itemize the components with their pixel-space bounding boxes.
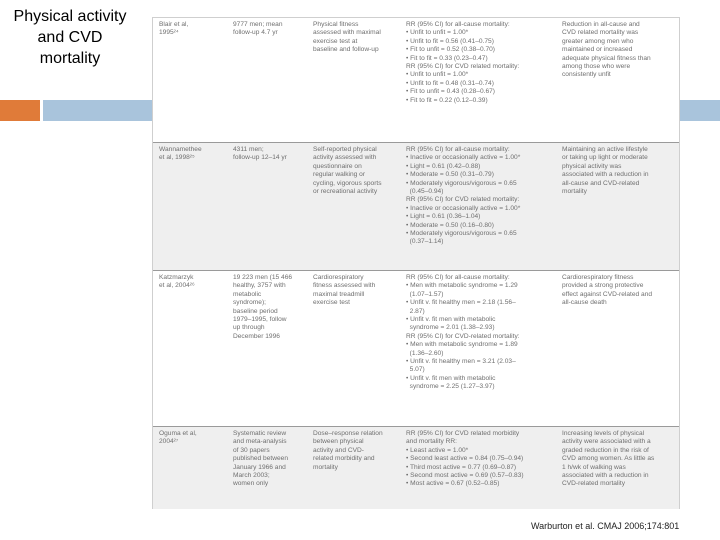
result-line: • Unfit v. fit men with metabolic: [406, 374, 496, 382]
result-line: • Light = 0.61 (0.42–0.88): [406, 162, 481, 170]
study-cell: Wannamethee et al, 1998²⁵: [159, 146, 202, 162]
result-line: • Fit to unfit = 0.43 (0.28–0.67): [406, 88, 495, 96]
result-line: and mortality RR:: [406, 438, 457, 446]
result-line: • Fit to unfit = 0.52 (0.38–0.70): [406, 46, 495, 54]
result-line: RR (95% CI) for all-cause mortality:: [406, 21, 510, 28]
study-cell: Katzmarzyk et al, 2004²⁶: [159, 274, 195, 290]
result-line: RR (95% CI) for all-cause mortality:: [406, 274, 510, 281]
study-cell: Blair et al, 1995²⁴: [159, 21, 189, 37]
slide-title: Physical activity and CVD mortality: [13, 8, 127, 67]
table-row: [153, 426, 679, 509]
conclusion-cell: Increasing levels of physical activity were associated with a graded reduction in the risk of CVD among women. As little as 1 h/wk of walking was associated with a reduction in CVD-related mortality: [562, 430, 655, 488]
result-line: • Unfit v. fit healthy men = 3.21 (2.03–: [406, 358, 516, 366]
exposure-cell: Physical fitness assessed with maximal exercise test at baseline and follow-up: [313, 21, 381, 54]
result-line: 5.07): [406, 366, 425, 374]
result-line: 2.87): [406, 307, 425, 315]
result-line: (0.37–1.14): [406, 238, 444, 246]
study-cell: Oguma et al, 2004²⁷: [159, 430, 197, 446]
result-line: • Unfit to fit = 0.56 (0.41–0.75): [406, 37, 494, 45]
result-line: RR (95% CI) for CVD related mortality:: [406, 196, 520, 204]
result-line: syndrome = 2.25 (1.27–3.97): [406, 383, 495, 391]
table-row: [153, 270, 679, 427]
accent-bar-orange: [0, 100, 40, 121]
result-line: • Unfit v. fit men with metabolic: [406, 316, 496, 324]
result-line: • Moderate = 0.50 (0.31–0.79): [406, 171, 494, 179]
result-line: • Unfit to unfit = 1.00*: [406, 71, 469, 79]
result-line: • Moderately vigorous/vigorous = 0.65: [406, 230, 517, 238]
table-row: [153, 142, 679, 271]
result-line: • Men with metabolic syndrome = 1.89: [406, 341, 518, 349]
result-line: (0.45–0.94): [406, 188, 444, 196]
result-line: • Second least active = 0.84 (0.75–0.94): [406, 455, 524, 463]
study-table: [153, 18, 679, 508]
result-line: syndrome = 2.01 (1.38–2.93): [406, 324, 495, 332]
result-line: • Moderate = 0.50 (0.16–0.80): [406, 221, 494, 229]
result-line: (1.07–1.57): [406, 290, 444, 298]
result-line: • Unfit to unfit = 1.00*: [406, 29, 469, 37]
result-line: RR (95% CI) for CVD-related mortality:: [406, 332, 520, 340]
result-line: • Most active = 0.67 (0.52–0.85): [406, 480, 500, 488]
result-line: • Light = 0.61 (0.36–1.04): [406, 213, 481, 221]
result-line: • Fit to fit = 0.33 (0.23–0.47): [406, 54, 488, 62]
result-line: RR (95% CI) for all-cause mortality:: [406, 146, 510, 153]
result-line: • Inactive or occasionally active = 1.00*: [406, 154, 521, 162]
population-cell: Systematic review and meta-analysis of 30 papers published between January 1966 and March 2003; women only: [233, 430, 288, 488]
result-line: • Men with metabolic syndrome = 1.29: [406, 282, 518, 290]
exposure-cell: Self-reported physical activity assessed with questionnaire on regular walking or cycling, vigorous sports or recreational activity: [313, 146, 382, 196]
result-line: RR (95% CI) for CVD related mortality:: [406, 63, 520, 71]
result-line: • Unfit to fit = 0.48 (0.31–0.74): [406, 79, 494, 87]
conclusion-cell: Cardiorespiratory fitness provided a strong protective effect against CVD-related and all-cause death: [562, 274, 653, 307]
conclusion-cell: Maintaining an active lifestyle or taking up light or moderate physical activity was associated with a reduction in all-cause and CVD-related mortality: [562, 146, 649, 196]
result-line: RR (95% CI) for CVD related morbidity: [406, 430, 520, 437]
result-line: • Inactive or occasionally active = 1.00*: [406, 204, 521, 212]
results-cell: [406, 274, 558, 392]
population-cell: 19 223 men (15 466 healthy, 3757 with metabolic syndrome); baseline period 1979–1995, follow up through December 1996: [233, 274, 293, 340]
result-line: • Second most active = 0.69 (0.57–0.83): [406, 472, 524, 480]
result-line: (1.36–2.60): [406, 349, 444, 357]
conclusion-cell: Reduction in all-cause and CVD related mortality was greater among men who maintained or increased adequate physical fitness than among those who were consistently unfit: [562, 21, 651, 79]
result-line: • Fit to fit = 0.22 (0.12–0.39): [406, 96, 488, 104]
result-line: • Moderately vigorous/vigorous = 0.65: [406, 179, 517, 187]
exposure-cell: Cardiorespiratory fitness assessed with maximal treadmill exercise test: [313, 274, 376, 307]
population-cell: 9777 men; mean follow-up 4.7 yr: [233, 21, 283, 37]
exposure-cell: Dose–response relation between physical activity and CVD- related morbidity and mortality: [313, 430, 383, 471]
citation: Warburton et al. CMAJ 2006;174:801: [531, 521, 680, 531]
result-line: • Least active = 1.00*: [406, 446, 469, 454]
result-line: • Unfit v. fit healthy men = 2.18 (1.56–: [406, 299, 516, 307]
population-cell: 4311 men; follow-up 12–14 yr: [233, 146, 287, 162]
result-line: • Third most active = 0.77 (0.69–0.87): [406, 463, 517, 471]
table-row: [153, 18, 679, 142]
results-cell: [406, 430, 558, 489]
results-cell: [406, 21, 558, 105]
results-cell: [406, 146, 558, 247]
